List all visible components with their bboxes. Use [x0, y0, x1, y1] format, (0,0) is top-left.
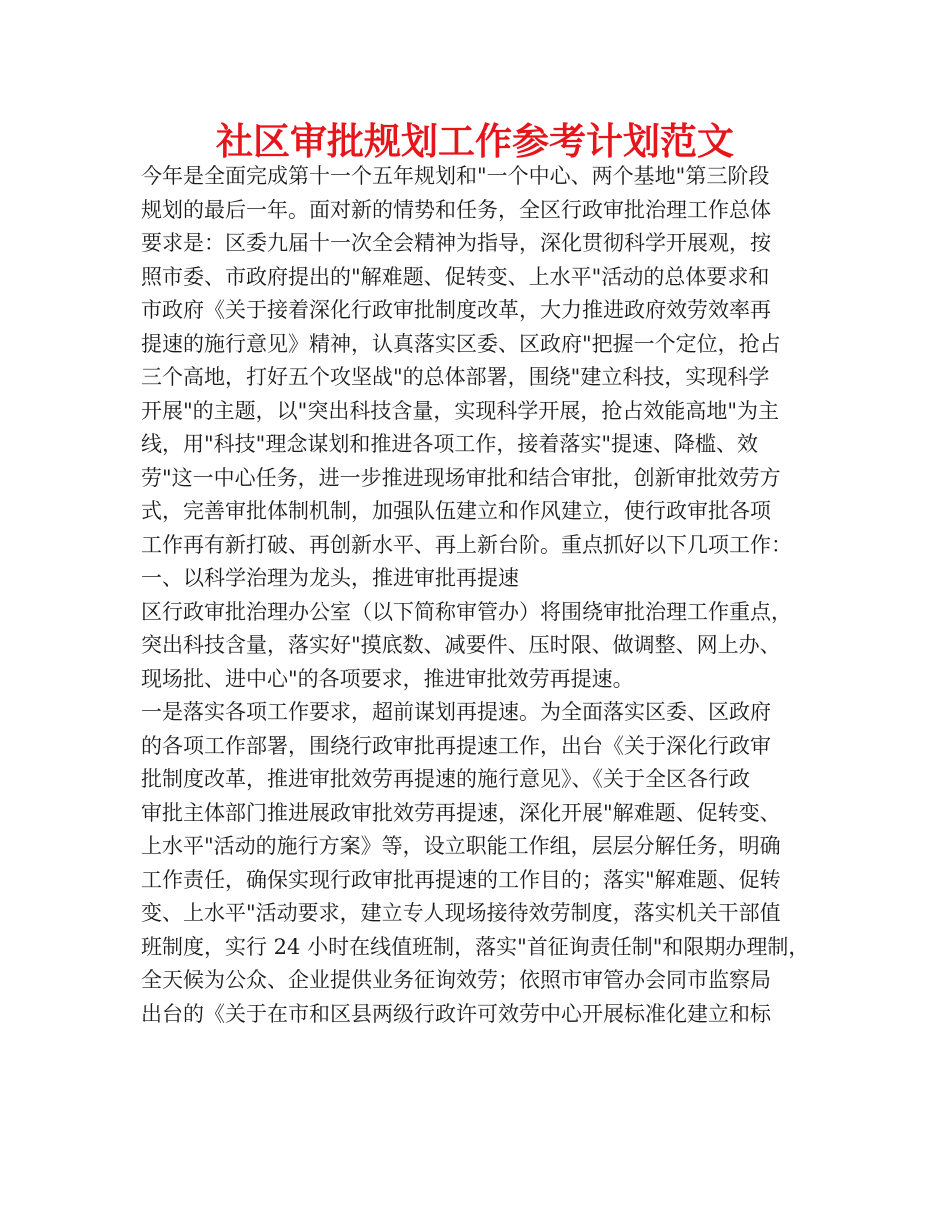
paragraph-line: 照市委、市政府提出的"解难题、促转变、上水平"活动的总体要求和 [141, 264, 770, 289]
paragraph-line: 的各项工作部署，围绕行政审批再提速工作，出台《关于深化行政审 [141, 733, 771, 758]
paragraph-line: 审批主体部门推进展政审批效劳再提速，深化开展"解难题、促转变、 [141, 800, 781, 825]
paragraph-line: 上水平"活动的施行方案》等，设立职能工作组，层层分解任务，明确 [141, 834, 781, 858]
paragraph-line: 变、上水平"活动要求，建立专人现场接待效劳制度，落实机关干部值 [141, 901, 781, 925]
paragraph-line: 工作再有新打破、再创新水平、再上新台阶。重点抓好以下几项工作： [141, 532, 792, 557]
paragraph-line: 开展"的主题，以"突出科技含量，实现科学开展，抢占效能高地"为主 [141, 398, 779, 423]
paragraph-line: 现场批、进中心"的各项要求，推进审批效劳再提速。 [141, 666, 634, 691]
paragraph-line: 线，用"科技"理念谋划和推进各项工作，接着落实"提速、降槛、效 [141, 432, 758, 456]
paragraph-line: 劳"这一中心任务，进一步推进现场审批和结合审批，创新审批效劳方 [141, 465, 781, 490]
paragraph-line: 一、以科学治理为龙头，推进审批再提速 [141, 566, 519, 590]
paragraph-line: 三个高地，打好五个攻坚战"的总体部署，围绕"建立科技，实现科学 [141, 365, 770, 389]
paragraph-line: 工作责任，确保实现行政审批再提速的工作目的；落实"解难题、促转 [141, 867, 781, 892]
paragraph-line: 批制度改革，推进审批效劳再提速的施行意见》、《关于全区各行政 [141, 767, 750, 791]
paragraph-line: 班制度，实行 24 小时在线值班制，落实"首征询责任制"和限期办理制， [141, 934, 810, 959]
paragraph-line: 规划的最后一年。面对新的情势和任务，全区行政审批治理工作总体 [141, 197, 771, 222]
paragraph-line: 出台的《关于在市和区县两级行政许可效劳中心开展标准化建立和标 [141, 1001, 771, 1026]
paragraph-line: 市政府《关于接着深化行政审批制度改革，大力推进政府效劳效率再 [141, 298, 771, 322]
paragraph-line: 突出科技含量，落实好"摸底数、减要件、压时限、做调整、网上办、 [141, 633, 781, 657]
paragraph-line: 今年是全面完成第十一个五年规划和"一个中心、两个基地"第三阶段 [141, 164, 770, 188]
paragraph-line: 区行政审批治理办公室（以下简称审管办）将围绕审批治理工作重点， [141, 599, 792, 624]
paragraph-line: 提速的施行意见》精神，认真落实区委、区政府"把握一个定位，抢占 [141, 331, 781, 356]
paragraph-line: 全天候为公众、企业提供业务征询效劳；依照市审管办会同市监察局 [141, 968, 771, 992]
paragraph-line: 式，完善审批体制机制，加强队伍建立和作风建立，使行政审批各项 [141, 499, 771, 523]
document-body [141, 160, 821, 1031]
paragraph-line: 要求是：区委九届十一次全会精神为指导，深化贯彻科学开展观，按 [141, 231, 771, 255]
document-title: 社区审批规划工作参考计划范文 [216, 120, 734, 163]
paragraph-line: 一是落实各项工作要求，超前谋划再提速。为全面落实区委、区政府 [141, 700, 771, 724]
